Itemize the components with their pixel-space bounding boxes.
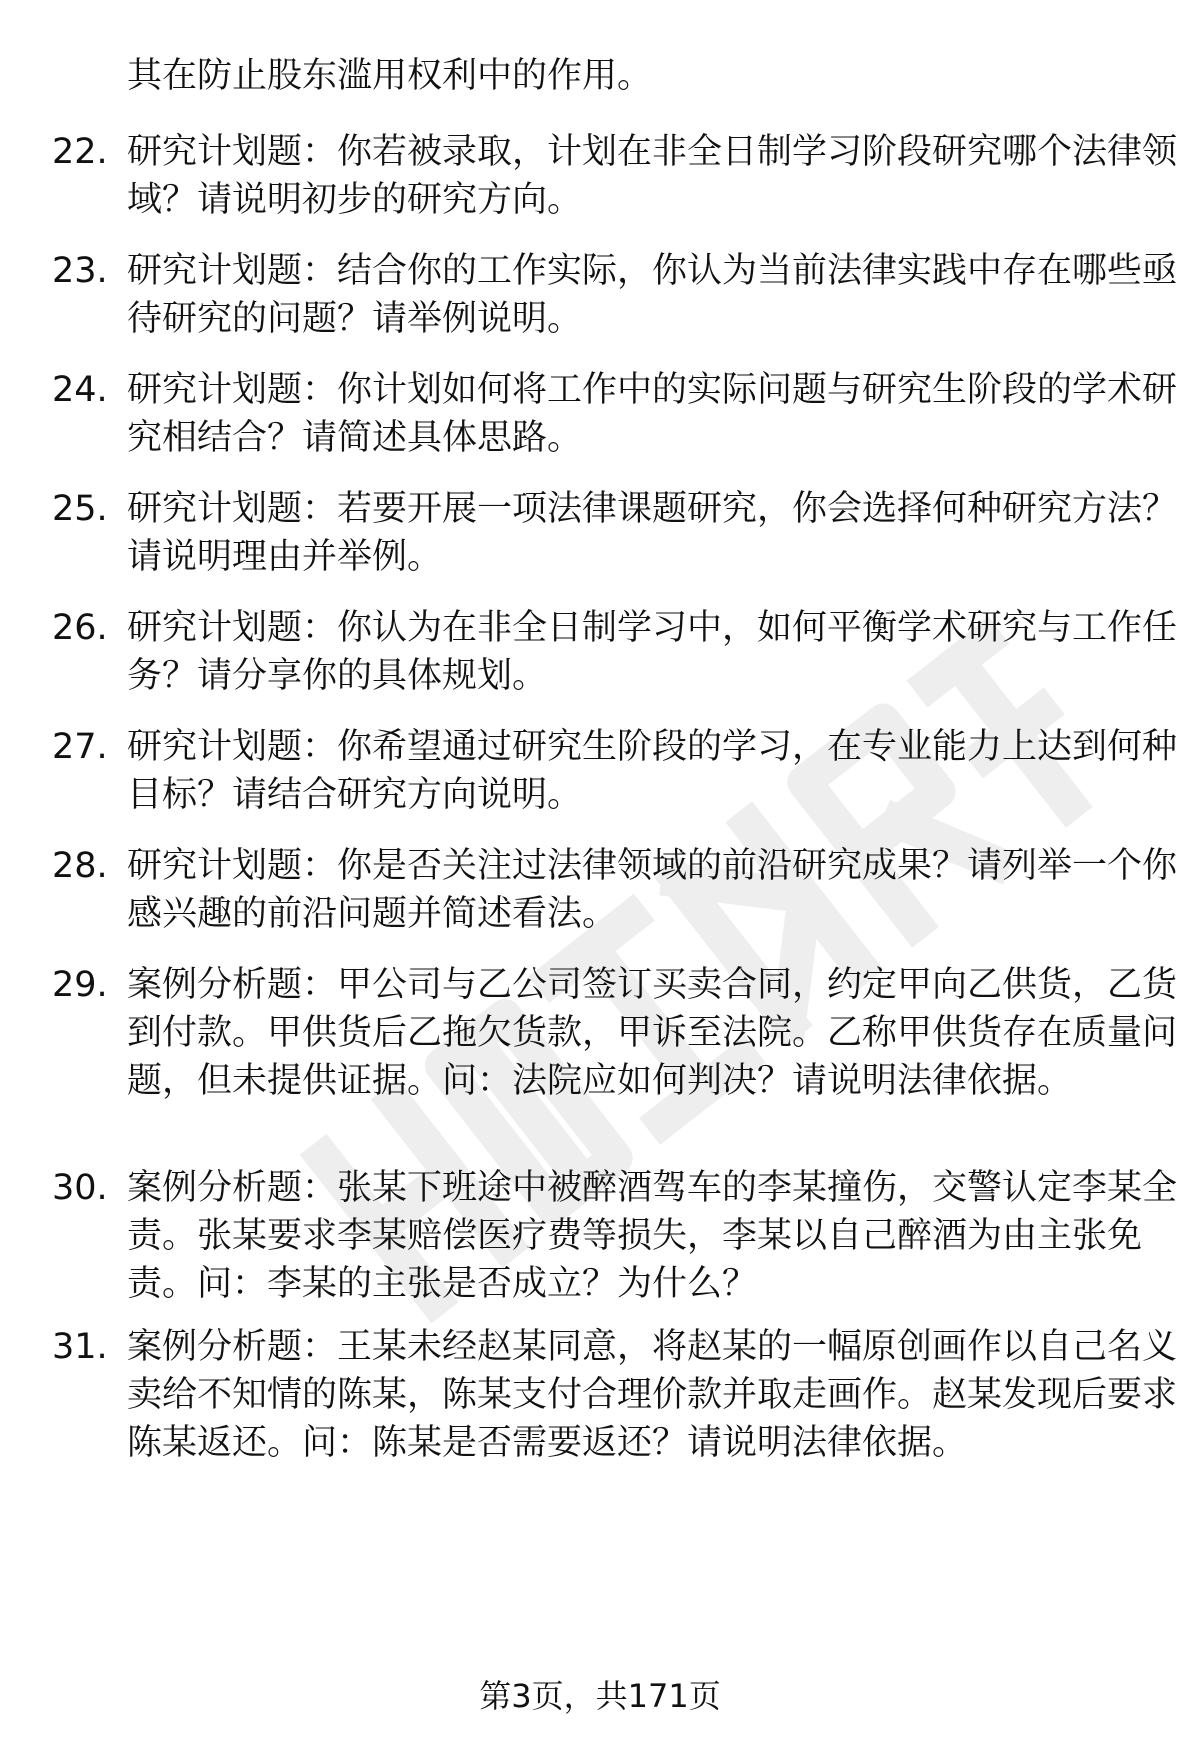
item-text: 案例分析题：张某下班途中被醉酒驾车的李某撞伤，交警认定李某全责。张某要求李某赔偿医疗费等损失，李某以自己醉酒为由主张免责。问：李某的主张是否成立？为什么？ — [127, 1168, 1178, 1304]
item-number: 24. — [52, 370, 108, 410]
item-number: 28. — [52, 846, 108, 886]
item-number: 27. — [52, 727, 108, 767]
item-text: 研究计划题：若要开展一项法律课题研究，你会选择何种研究方法？请说明理由并举例。 — [127, 489, 1178, 577]
item-number: 22. — [52, 132, 108, 172]
item-text: 研究计划题：你希望通过研究生阶段的学习，在专业能力上达到何种目标？请结合研究方向说明。 — [127, 727, 1178, 815]
item-number: 26. — [52, 608, 108, 648]
item-number: 31. — [52, 1327, 108, 1367]
item-number: 25. — [52, 489, 108, 529]
item-text: 研究计划题：你若被录取，计划在非全日制学习阶段研究哪个法律领域？请说明初步的研究方向。 — [127, 132, 1178, 220]
item-text: 研究计划题：你认为在非全日制学习中，如何平衡学术研究与工作任务？请分享你的具体规划。 — [127, 608, 1178, 696]
item-text: 研究计划题：你计划如何将工作中的实际问题与研究生阶段的学术研究相结合？请简述具体思路。 — [127, 370, 1178, 458]
item-text: 研究计划题：结合你的工作实际，你认为当前法律实践中存在哪些亟待研究的问题？请举例说明。 — [127, 251, 1178, 339]
item-number: 23. — [52, 251, 108, 291]
item-number: 30. — [52, 1168, 108, 1208]
intro-continuation-line: 其在防止股东滥用权利中的作用。 — [127, 56, 653, 96]
item-number: 29. — [52, 965, 108, 1005]
item-text: 案例分析题：甲公司与乙公司签订买卖合同，约定甲向乙供货，乙货到付款。甲供货后乙拖欠货款，甲诉至法院。乙称甲供货存在质量问题，但未提供证据。问：法院应如何判决？请说明法律依据。 — [127, 965, 1178, 1101]
item-text: 研究计划题：你是否关注过法律领域的前沿研究成果？请列举一个你感兴趣的前沿问题并简述看法。 — [127, 846, 1178, 934]
item-text: 案例分析题：王某未经赵某同意，将赵某的一幅原创画作以自己名义卖给不知情的陈某，陈某支付合理价款并取走画作。赵某发现后要求陈某返还。问：陈某是否需要返还？请说明法律依据。 — [127, 1327, 1178, 1463]
page-number-footer: 第3页，共171页 — [479, 1677, 721, 1715]
